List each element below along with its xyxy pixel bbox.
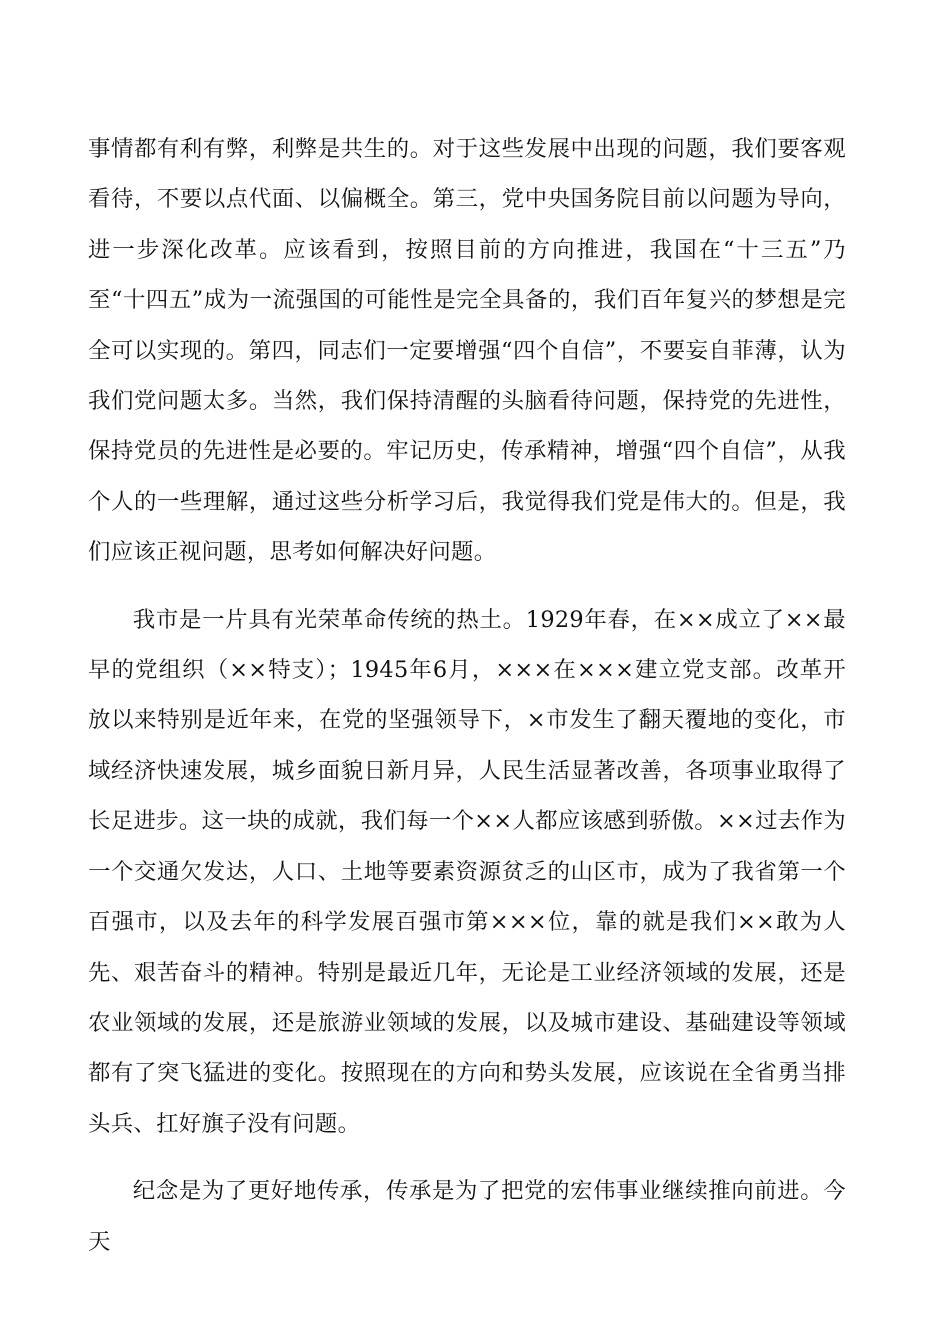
paragraph-continuation: 事情都有利有弊，利弊是共生的。对于这些发展中出现的问题，我们要客观看待，不要以点代面、以偏概全。第三，党中央国务院目前以问题为导向，进一步深化改革。应该看到，按照目前的方向推进，我国在“十三五”乃至“十四五”成为一流强国的可能性是完全具备的，我们百年复兴的梦想是完全可以实现的。第四，同志们一定要增强“四个自信”，不要妄自菲薄，认为我们党问题太多。当然，我们保持清醒的头脑看待问题，保持党的先进性，保持党员的先进性是必要的。牢记历史，传承精神，增强“四个自信”，从我个人的一些理解，通过这些分析学习后，我觉得我们党是伟大的。但是，我们应该正视问题，思考如何解决好问题。	[88, 136, 846, 566]
paragraph-commemoration: 纪念是为了更好地传承，传承是为了把党的宏伟事业继续推向前进。今天	[88, 1178, 846, 1255]
document-body	[88, 124, 846, 1267]
paragraph-city-history: 我市是一片具有光荣革命传统的热土。1929年春，在××成立了××最早的党组织（××特支）；1945年6月，×××在×××建立党支部。改革开放以来特别是近年来，在党的坚强领导下，×市发生了翻天覆地的变化，市域经济快速发展，城乡面貌日新月异，人民生活显著改善，各项事业取得了长足进步。这一块的成就，我们每一个××人都应该感到骄傲。××过去作为一个交通欠发达，人口、土地等要素资源贫乏的山区市，成为了我省第一个百强市，以及去年的科学发展百强市第×××位，靠的就是我们××敢为人先、艰苦奋斗的精神。特别是最近几年，无论是工业经济领域的发展，还是农业领域的发展，还是旅游业领域的发展，以及城市建设、基础建设等领域都有了突飞猛进的变化。按照现在的方向和势头发展，应该说在全省勇当排头兵、扛好旗子没有问题。	[88, 606, 846, 1137]
